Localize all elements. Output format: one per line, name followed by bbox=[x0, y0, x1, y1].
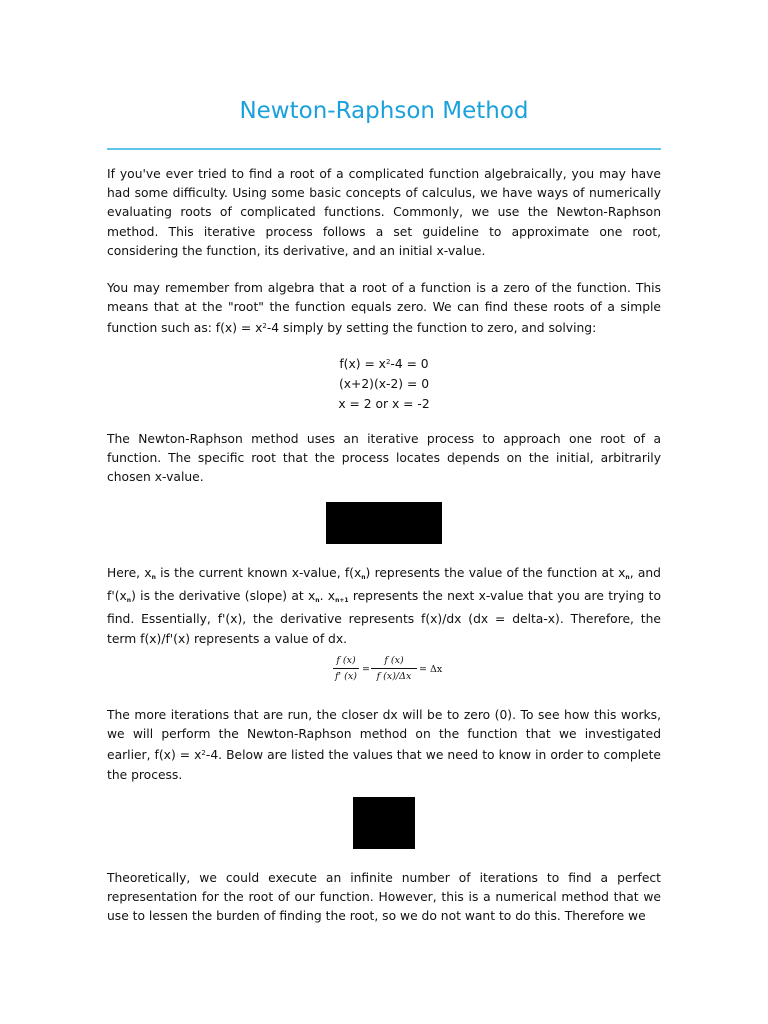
equation-line-2: (x+2)(x-2) = 0 bbox=[338, 377, 430, 391]
here-sub-1: n bbox=[151, 574, 156, 581]
equation-line-1-sup: 2 bbox=[385, 358, 391, 366]
equation-line-1-b: -4 = 0 bbox=[390, 357, 429, 371]
formula-fraction-2 bbox=[371, 654, 417, 684]
here-text-1: Here, x bbox=[107, 566, 152, 580]
here-sub-2: n bbox=[361, 574, 366, 581]
formula-fraction-1 bbox=[333, 654, 359, 684]
page-title: Newton-Raphson Method bbox=[239, 98, 529, 124]
equation-line-1 bbox=[107, 352, 661, 374]
formula-equals-1: = bbox=[362, 664, 370, 675]
algebra-superscript: 2 bbox=[262, 322, 267, 331]
iterations-text-1: The more iterations that are run, the closer dx will be to zero (0). To see how this works, we will perform the Newton-Raphson method on the function that we investigated earlier, f(x) = x bbox=[107, 708, 661, 763]
here-sub-5: n bbox=[315, 597, 320, 605]
here-text-7: represents the next x-value that you are trying to find. Essentially, f'(x), the derivative represents f(x)/dx (dx = delta-x). Therefore, the term f(x)/f'(x) represents a value of dx. bbox=[107, 589, 661, 646]
algebra-equations bbox=[107, 352, 661, 414]
theoretically-paragraph: Theoretically, we could execute an infinite number of iterations to find a perfect representation for the root of our function. However, this is a numerical method that we use to lessen the burden of finding the root, so we do not want to do this. Therefore we bbox=[107, 871, 661, 924]
here-sub-4: n bbox=[126, 597, 132, 605]
here-sub-3: n bbox=[625, 574, 630, 581]
fraction-1-numerator: f (x) bbox=[336, 655, 356, 666]
method-paragraph: The Newton-Raphson method uses an iterative process to approach one root of a function. The specific root that the process locates depends on the initial, arbitrarily chosen x-value. bbox=[107, 432, 661, 485]
equation-line-3: x = 2 or x = -2 bbox=[338, 397, 430, 411]
fraction-2-numerator: f (x) bbox=[384, 655, 404, 666]
here-text-3: ) represents the value of the function at x bbox=[365, 566, 626, 580]
formula-image-redacted bbox=[326, 502, 442, 544]
fraction-2-denominator: f (x)/Δx bbox=[371, 668, 417, 684]
formula-equals-2: = Δx bbox=[419, 664, 443, 675]
here-text-6: . x bbox=[319, 589, 336, 604]
title-divider bbox=[107, 148, 661, 150]
values-image-redacted bbox=[353, 797, 415, 849]
here-text-5: ) is the derivative (slope) at x bbox=[131, 589, 316, 604]
here-text-2: is the current known x-value, f(x bbox=[155, 566, 362, 580]
equation-line-1-a: f(x) = x bbox=[339, 357, 386, 371]
iterations-text-2: -4. Below are listed the values that we need to know in order to complete the process. bbox=[107, 748, 661, 782]
here-paragraph bbox=[107, 564, 661, 649]
derivative-formula bbox=[333, 654, 443, 690]
here-sub-6: n+1 bbox=[335, 597, 349, 605]
intro-paragraph: If you've ever tried to find a root of a complicated function algebraically, you may have had some difficulty. Using some basic concepts of calculus, we have ways of numerically evaluating roots of complicated functions. Commonly, we use the Newton-Raphson method. This iterative process follows a set guideline to approximate one root, considering the function, its derivative, and an initial x-value. bbox=[107, 167, 661, 258]
fraction-1-denominator: f' (x) bbox=[333, 668, 359, 684]
algebra-text-1: You may remember from algebra that a root of a function is a zero of the function. This means that at the "root" the function equals zero. We can find these roots of a simple function such as: f(x) = x bbox=[107, 281, 661, 336]
iterations-superscript: 2 bbox=[201, 749, 206, 758]
algebra-text-2: -4 simply by setting the function to zero, and solving: bbox=[266, 321, 597, 336]
here-text-4: , and f'(x bbox=[107, 566, 661, 604]
algebra-paragraph bbox=[107, 279, 661, 339]
iterations-paragraph bbox=[107, 706, 661, 785]
